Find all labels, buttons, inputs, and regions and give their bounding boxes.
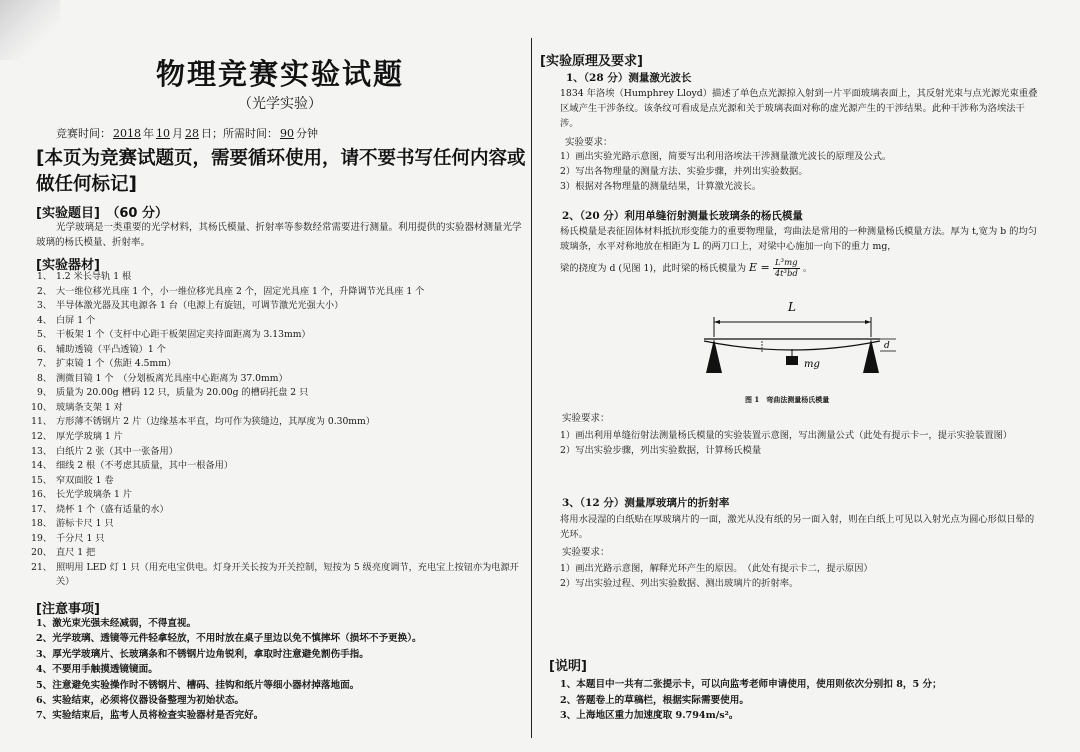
note-item: 7、实验结束后，监考人员将检查实验器材是否完好。: [36, 710, 264, 722]
month-unit: 月: [172, 127, 183, 140]
q3-req-item: 1）画出光路示意图，解释光环产生的原因。 （此处有提示卡二，提示原因）: [560, 563, 873, 574]
youngs-modulus-formula: [560, 258, 812, 279]
weight-block: [786, 356, 798, 365]
equipment-item: 12、 厚光学玻璃 1 片: [31, 431, 123, 443]
equipment-item: 4、 白屏 1 个: [36, 314, 96, 326]
equipment-item: 18、 游标卡尺 1 只: [31, 518, 114, 530]
equipment-list: [28, 270, 524, 590]
note-item: 4、不要用手触摸透镜镜面。: [36, 664, 158, 676]
equipment-item: 17、 烧杯 1 个（盛有适量的水）: [31, 503, 169, 515]
exam-duration: 90: [280, 127, 294, 140]
equipment-item: 2、 大一维位移光具座 1 个，小一维位移光具座 2 个，固定光具座 1 个，升降调节光具座 1 个: [36, 285, 425, 297]
q2-req-item: 2）写出实验步骤，列出实验数据，计算杨氏模量: [560, 445, 762, 456]
explanation-item: 1、本题目中一共有二张提示卡，可以向监考老师申请使用，使用则依次分别扣 8，5 分；: [560, 679, 942, 690]
q2-text: 杨氏模量是表征固体材料抵抗形变能力的重要物理量，弯曲法是常用的一种测量杨氏模量方法。厚为 t,宽为 b 的均匀玻璃条，水平对称地放在相距为 L 的两刀口上，对梁中心施加一向下的重力 mg，: [560, 226, 1038, 252]
figure-1-bending-diagram: [700, 293, 900, 393]
duration-unit: 分钟: [296, 127, 318, 140]
formula-numerator: L³mg: [773, 258, 800, 269]
day-unit: 日；所需时间：: [201, 127, 278, 140]
notes-list: [36, 616, 526, 724]
notes-heading: [注意事项]: [36, 602, 100, 617]
q1-req-item: 3）根据对各物理量的测量结果，计算激光波长。: [560, 181, 762, 192]
explanation-heading: [说明]: [549, 659, 587, 674]
objective-text: 光学玻璃是一类重要的光学材料，其杨氏模量、折射率等参数经常需要进行测量。利用提供的实验器材测量光学玻璃的杨氏模量、折射率。: [36, 222, 522, 248]
column-divider: [531, 38, 532, 738]
dimension-arrow-left: [714, 320, 720, 324]
equipment-heading: [实验器材]: [36, 258, 100, 273]
formula-fraction: [773, 258, 800, 279]
exam-day: 28: [185, 127, 199, 140]
explanation-item: 3、上海地区重力加速度取 9.794m/s²。: [560, 710, 739, 721]
q2-req-label: 实验要求：: [562, 413, 610, 424]
q2-title: 2、（20 分）利用单缝衍射测量长玻璃条的杨氏模量: [562, 210, 803, 222]
q3-text: 将用水浸湿的白纸贴在厚玻璃片的一面，激光从没有纸的另一面入射，则在白纸上可见以入射光点为圆心形似日晕的光环。: [560, 514, 1035, 540]
q1-req-label: 实验要求：: [565, 137, 613, 148]
equipment-item: 14、 细线 2 根（不考虑其质量，其中一根备用）: [31, 460, 234, 472]
note-item: 2、光学玻璃、透镜等元件轻拿轻放，不用时放在桌子里边以免不慎摔坏（损坏不予更换）。: [36, 633, 422, 645]
bent-beam: [704, 341, 880, 350]
formula-lhs: E =: [749, 261, 770, 274]
weight-label-mg: mg: [804, 359, 820, 370]
q1-text: 1834 年洛埃（Humphrey Lloyd）描述了单色点光源掠入射到一片平面玻璃表面上，其反射光束与点光源光束重叠区域产生干涉条纹。该条纹可看成是点光源和关于玻璃表面对称的虚光源产生的干涉结果。此种干涉称为洛埃法干涉。: [560, 88, 1038, 129]
equipment-item: 21、 照明用 LED 灯 1 只（用充电宝供电。灯身开关长按为开关控制，短按为 5 级亮度调节，充电宝上按钮亦为电源开关）: [31, 561, 519, 588]
q2-req-list: [560, 428, 1042, 458]
equipment-item: 11、 方形薄不锈钢片 2 片（边缘基本平直，均可作为狭缝边，其厚度为 0.30mm）: [31, 416, 375, 428]
equipment-item: 9、 质量为 20.00g 槽码 12 只，质量为 20.00g 的槽码托盘 2 只: [36, 387, 309, 399]
equipment-item: 1、 1.2 米长导轨 1 根: [36, 271, 132, 282]
formula-prefix: 梁的挠度为 d (见图 1)，此时梁的杨氏模量为: [560, 263, 747, 274]
no-marking-notice: [本页为竞赛试题页，需要循环使用，请不要书写任何内容或做任何标记]: [36, 148, 526, 195]
formula-suffix: 。: [802, 263, 813, 274]
dimension-arrow-right: [865, 320, 871, 324]
equipment-item: 15、 窄双面胶 1 卷: [31, 474, 114, 486]
deflection-label-d: d: [884, 341, 890, 351]
equipment-item: 3、 半导体激光器及其电源各 1 台（电源上有旋钮，可调节激光光强大小）: [36, 300, 344, 312]
q1-req-list: [560, 149, 1040, 194]
equipment-item: 5、 干板架 1 个（支杆中心距干板架固定夹持面距离为 3.13mm）: [36, 329, 311, 341]
exam-time-line: [56, 125, 318, 141]
equipment-item: 7、 扩束镜 1 个（焦距 4.5mm）: [36, 358, 177, 370]
q3-req-item: 2）写出实验过程、列出实验数据、测出玻璃片的折射率。: [560, 578, 799, 589]
equipment-item: 16、 长光学玻璃条 1 片: [31, 489, 132, 501]
explanation-list: [560, 677, 1040, 724]
equipment-item: 13、 白纸片 2 张（其中一张备用）: [31, 445, 178, 457]
time-prefix: 竞赛时间：: [56, 127, 111, 140]
note-item: 5、注意避免实验操作时不锈钢片、槽码、挂钩和纸片等细小器材掉落地面。: [36, 679, 360, 691]
equipment-item: 10、 玻璃条支架 1 对: [31, 401, 123, 413]
q2-req-item: 1）画出利用单缝衍射法测量杨氏模量的实验装置示意图，写出测量公式（此处有提示卡一，提示实验装置图）: [560, 430, 1013, 441]
equipment-item: 20、 直尺 1 把: [31, 547, 96, 559]
q1-req-item: 1）画出实验光路示意图，简要写出利用洛埃法干涉测量激光波长的原理及公式。: [560, 151, 892, 162]
year-unit: 年: [143, 127, 154, 140]
page-corner-fold: [0, 0, 60, 60]
exam-month: 10: [156, 127, 170, 140]
note-item: 1、激光束光强未经减弱，不得直视。: [36, 618, 197, 629]
equipment-item: 8、 测微目镜 1 个 （分划板离光具座中心距离为 37.0mm）: [36, 372, 288, 384]
exam-title: 物理竞赛实验试题: [155, 57, 404, 91]
q3-req-list: [560, 561, 1040, 591]
principles-heading: [实验原理及要求]: [540, 54, 643, 69]
dimension-label-L: L: [788, 300, 796, 314]
equipment-item: 6、 辅助透镜（平凸透镜）1 个: [36, 343, 166, 355]
note-item: 6、实验结束，必须将仪器设备整理为初始状态。: [36, 695, 245, 707]
figure-1-caption: 图 1 弯曲法测量杨氏模量: [745, 395, 830, 404]
q3-title: 3、（12 分）测量厚玻璃片的折射率: [562, 497, 730, 509]
formula-denominator: 4t³bd: [774, 269, 798, 279]
explanation-item: 2、答题卷上的草稿栏，根据实际需要使用。: [560, 694, 749, 706]
exam-subtitle: （光学实验）: [238, 96, 322, 112]
note-item: 3、厚光学玻璃片、长玻璃条和不锈钢片边角锐利，拿取时注意避免割伤手指。: [36, 648, 369, 660]
objective-heading: [实验题目] （60 分）: [36, 206, 168, 221]
q3-req-label: 实验要求：: [562, 547, 610, 558]
q1-title: 1、（28 分）测量激光波长: [566, 72, 692, 84]
exam-year: 2018: [113, 127, 141, 140]
equipment-item: 19、 千分尺 1 只: [31, 532, 105, 544]
q1-req-item: 2）写出各物理量的测量方法、实验步骤，并列出实验数据。: [560, 166, 808, 177]
